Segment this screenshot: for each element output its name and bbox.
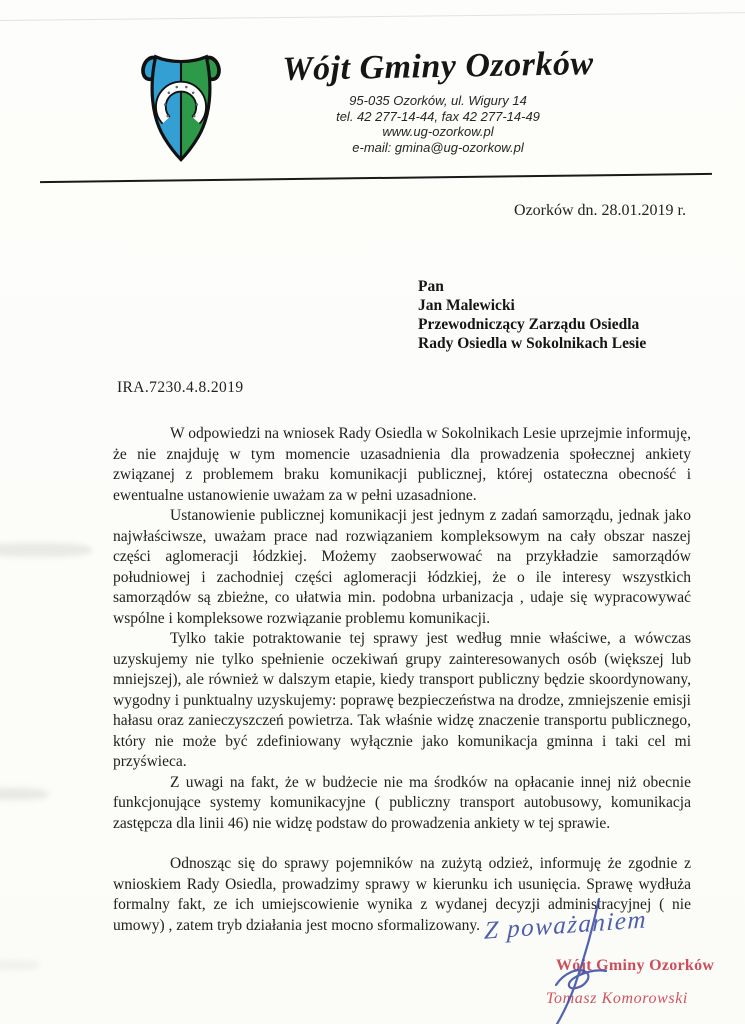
paragraph: W odpowiedzi na wniosek Rady Osiedla w Sokolnikach Lesie uprzejmie informuję, że nie znajduję w tym momencie uzasadnienia dla prowadzenia społecznej ankiety związanej z problemem braku komunikacji publicznej, której ostateczna obecność i ewentualne ustanowienie uważam za w pełni uzasadnione. [113, 425, 691, 504]
letterhead-title: Wójt Gminy Ozorków [282, 45, 594, 88]
scan-artifact [0, 788, 48, 800]
paragraph: Tylko takie potraktowanie tej sprawy jest według mnie właściwe, a wówczas uzyskujemy nie tylko spełnienie oczekiwań grupy zainteresowanych osób (większej lub mniejszej), ale również w dalszym etapie, kiedy transport publiczny będzie skoordynowany, wygodny i punktualny uzyskujemy: poprawę bezpieczeństwa na drodze, zmniejszenie emisji hałasu oraz zanieczyszczeń powietrza. Tak właśnie widzę znaczenie transportu publicznego, który nie może być zdefiniowany wyłącznie jako komunikacja gminna i taki cel mi przyświeca. [113, 630, 691, 770]
date-line: Ozorków dn. 28.01.2019 r. [514, 202, 686, 219]
letterhead [250, 45, 626, 155]
scan-artifact [0, 12, 745, 21]
stamp-title: Wójt Gminy Ozorków [556, 957, 715, 974]
paragraph: Z uwagi na fakt, że w budżecie nie ma środków na opłacanie innej niż obecnie funkcjonujące systemy komunikacyjne ( publiczny transport autobusowy, komunikacja zastępcza dla linii 46) nie widzę podstaw do prowadzenia ankiety w tej sprawie. [113, 773, 691, 832]
recipient-line: Rady Osiedla w Sokolnikach Lesie [418, 335, 647, 352]
address-line-email: e-mail: gmina@ug-ozorkow.pl [352, 139, 524, 155]
scan-artifact [0, 543, 92, 557]
recipient-line: Pan [418, 278, 444, 295]
recipient-line: Przewodniczący Zarządu Osiedla [418, 316, 640, 333]
letterhead-divider [40, 173, 712, 183]
address-line-website: www.ug-ozorkow.pl [382, 124, 494, 139]
shield-horseshoe-icon [128, 44, 234, 166]
address-line: 95-035 Ozorków, ul. Wigury 14 [349, 93, 527, 108]
letterhead-address [250, 93, 626, 155]
recipient-line: Jan Malewicki [418, 297, 515, 314]
recipient-block [418, 277, 646, 353]
handwritten-closing: Z poważaniem [483, 906, 648, 945]
paragraph: Odnosząc się do sprawy pojemników na zużytą odzież, informuję że zgodnie z wnioskiem Rady Osiedla, prowadzimy sprawy w kierunku ich usunięcia. Sprawę wydłuża formalny fakt, ze ich umiejscowienie wynika z wydanej decyzji administracyjnej ( nie umowy) , zatem tryb działania jest mocno sformalizowany. [113, 855, 691, 934]
letter-body [113, 424, 691, 936]
paragraph: Ustanowienie publicznej komunikacji jest jednym z zadań samorządu, jednak jako najwłaściwsze, uważam prace nad rozwiązaniem kompleksowym na cały obszar naszej części aglomeracji łódzkiej. Możemy zaobserwować na przykładzie samorządów południowej i zachodniej części aglomeracji łódzkiej, że o ile interesy wszystkich samorządów są zbieżne, co ułatwia min. podobna urbanizacja , udaje się wypracowywać wspólne i kompleksowe rozwiązanie problemu komunikacji. [113, 507, 691, 627]
scan-artifact [0, 960, 40, 970]
reference-number: IRA.7230.4.8.2019 [117, 379, 244, 396]
stamp-name: Tomasz Komorowski [546, 990, 688, 1007]
address-line: tel. 42 277-14-44, fax 42 277-14-49 [336, 108, 540, 124]
